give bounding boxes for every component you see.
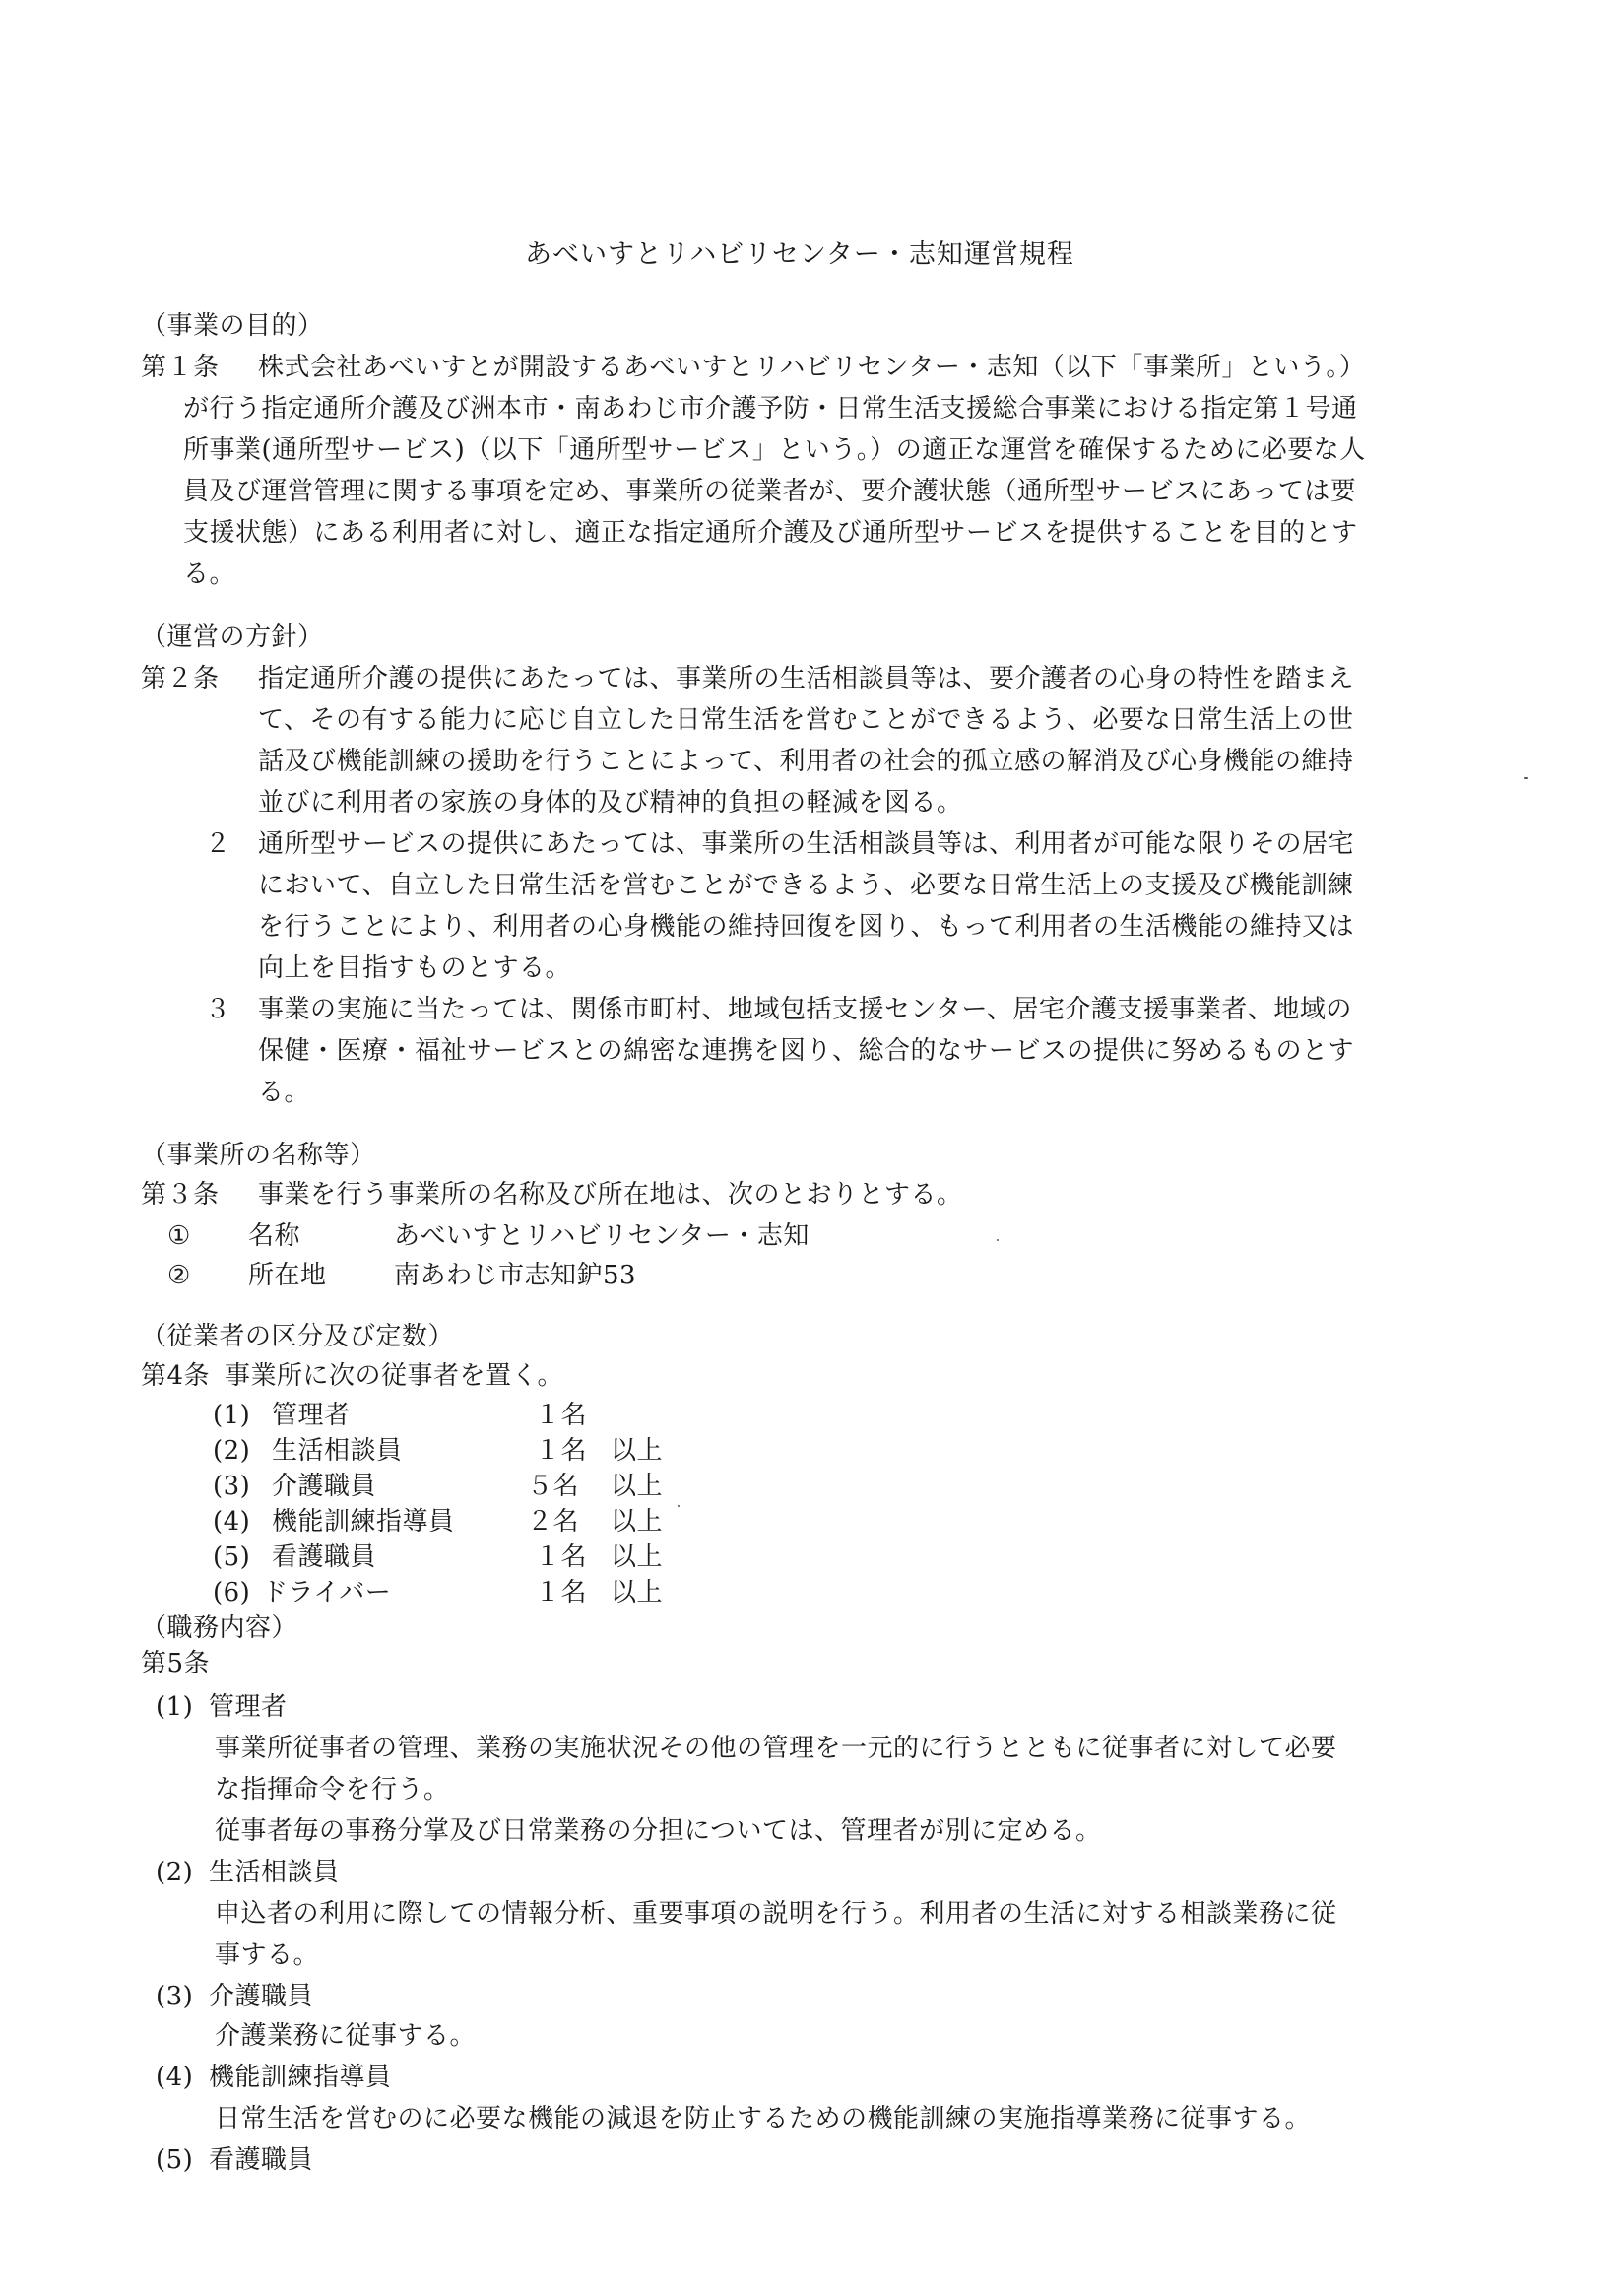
staff-number: (4) (213, 1507, 251, 1537)
duty-role: 生活相談員 (209, 1858, 340, 1887)
staff-note: 以上 (611, 1436, 664, 1466)
article2-line: 並びに利用者の家族の身体的及び精神的負担の軽減を図る。 (258, 788, 963, 818)
article2-paragraph-number: ２ (205, 829, 231, 859)
duty-role: 管理者 (209, 1692, 288, 1722)
article2-line: を行うことにより、利用者の心身機能の維持回復を図り、もって利用者の生活機能の維持又は (258, 912, 1355, 942)
article5-heading: （職務内容） (141, 1613, 298, 1643)
duty-number: (3) (156, 1982, 194, 2011)
article2-line: において、自立した日常生活を営むことができるよう、必要な日常生活上の支援及び機能訓練 (258, 871, 1354, 900)
article1-line: 支援状態）にある利用者に対し、適正な指定通所介護及び通所型サービスを提供することを目的とす (183, 518, 1358, 548)
article3-item-value: 南あわじ市志知鈩53 (394, 1261, 637, 1290)
scan-speck (678, 1505, 680, 1507)
article3-number: 第３条 (141, 1180, 220, 1210)
article2-line: 向上を目指すものとする。 (258, 953, 572, 983)
duty-number: (4) (156, 2063, 194, 2092)
article4-text: 事業所に次の従事者を置く。 (225, 1361, 563, 1391)
article2-line: 事業の実施に当たっては、関係市町村、地域包括支援センター、居宅介護支援事業者、地域の (258, 995, 1352, 1024)
article2-line: 通所型サービスの提供にあたっては、事業所の生活相談員等は、利用者が可能な限りその居宅 (258, 829, 1355, 859)
staff-count: １名 (535, 1401, 588, 1430)
staff-role: 介護職員 (272, 1472, 377, 1501)
duty-role: 介護職員 (209, 1982, 314, 2011)
staff-note: 以上 (611, 1472, 664, 1501)
staff-role: 看護職員 (272, 1542, 377, 1572)
staff-number: (3) (213, 1472, 251, 1501)
article1-line: 員及び運営管理に関する事項を定め、事業所の従業者が、要介護状態（通所型サービスにあっては要 (183, 477, 1357, 506)
staff-note: 以上 (611, 1542, 664, 1572)
scan-speck (1524, 777, 1528, 779)
article3-text: 事業を行う事業所の名称及び所在地は、次のとおりとする。 (258, 1180, 963, 1210)
article1-number: 第１条 (141, 353, 220, 382)
staff-count: １名 (535, 1436, 588, 1466)
duty-line: 申込者の利用に際しての情報分析、重要事項の説明を行う。利用者の生活に対する相談業務に従 (215, 1899, 1337, 1929)
staff-role: 機能訓練指導員 (272, 1507, 455, 1537)
article2-line: 話及び機能訓練の援助を行うことによって、利用者の社会的孤立感の解消及び心身機能の維持 (258, 747, 1354, 776)
article1-line: 所事業(通所型サービス)（以下「通所型サービス」という。）の適正な運営を確保するために必要な人 (183, 435, 1366, 465)
article1-heading: （事業の目的） (141, 311, 324, 341)
article1-line: る。 (183, 559, 236, 589)
staff-role: ドライバー (262, 1578, 392, 1607)
article2-line: て、その有する能力に応じ自立した日常生活を営むことができるよう、必要な日常生活上の世 (258, 705, 1354, 735)
staff-count: ２名 (527, 1507, 580, 1537)
article3-item-mark: ② (167, 1261, 191, 1290)
staff-number: (2) (213, 1436, 251, 1466)
article3-item-value: あべいすとリハビリセンター・志知 (394, 1221, 810, 1251)
article1-line: 株式会社あべいすとが開設するあべいすとリハビリセンター・志知（以下「事業所」という。） (258, 353, 1366, 382)
duty-line: 事業所従事者の管理、業務の実施状況その他の管理を一元的に行うとともに従事者に対して必要 (215, 1734, 1337, 1763)
article3-heading: （事業所の名称等） (141, 1141, 376, 1170)
staff-count: １名 (535, 1578, 588, 1607)
staff-count: ５名 (527, 1472, 580, 1501)
article5-number: 第5条 (141, 1649, 211, 1678)
article2-number: 第２条 (141, 664, 220, 693)
article3-item-label: 所在地 (248, 1261, 327, 1290)
duty-role: 看護職員 (209, 2145, 314, 2175)
article3-item-mark: ① (167, 1221, 191, 1251)
duty-line: 従事者毎の事務分掌及び日常業務の分担については、管理者が別に定める。 (215, 1816, 1102, 1846)
duty-line: 事する。 (215, 1940, 320, 1970)
staff-note: 以上 (611, 1507, 664, 1537)
scan-speck (997, 1239, 999, 1241)
staff-role: 管理者 (272, 1401, 351, 1430)
article2-line: る。 (258, 1078, 311, 1107)
staff-number: (5) (213, 1542, 251, 1572)
staff-note: 以上 (611, 1578, 664, 1607)
duty-line: 日常生活を営むのに必要な機能の減退を防止するための機能訓練の実施指導業務に従事する。 (215, 2104, 1312, 2133)
staff-role: 生活相談員 (272, 1436, 403, 1466)
article2-line: 指定通所介護の提供にあたっては、事業所の生活相談員等は、要介護者の心身の特性を踏まえ (258, 664, 1355, 693)
article2-heading: （運営の方針） (141, 623, 324, 652)
staff-number: (1) (213, 1401, 251, 1430)
duty-number: (1) (156, 1692, 194, 1722)
duty-number: (2) (156, 1858, 194, 1887)
document-title: あべいすとリハビリセンター・志知運営規程 (525, 239, 1074, 270)
article2-paragraph-number: ３ (205, 995, 231, 1024)
staff-number: (6) (213, 1578, 251, 1607)
article3-item-label: 名称 (248, 1221, 301, 1251)
article4-number: 第4条 (141, 1361, 211, 1391)
duty-line: 介護業務に従事する。 (215, 2021, 477, 2051)
article2-line: 保健・医療・福祉サービスとの綿密な連携を図り、総合的なサービスの提供に努めるものとす (258, 1036, 1355, 1066)
staff-count: １名 (535, 1542, 588, 1572)
duty-line: な指揮命令を行う。 (215, 1775, 450, 1804)
duty-role: 機能訓練指導員 (209, 2063, 392, 2092)
article4-heading: （従業者の区分及び定数） (141, 1322, 455, 1351)
duty-number: (5) (156, 2145, 194, 2175)
article1-line: が行う指定通所介護及び洲本市・南あわじ市介護予防・日常生活支援総合事業における指定第１号通 (183, 394, 1358, 424)
